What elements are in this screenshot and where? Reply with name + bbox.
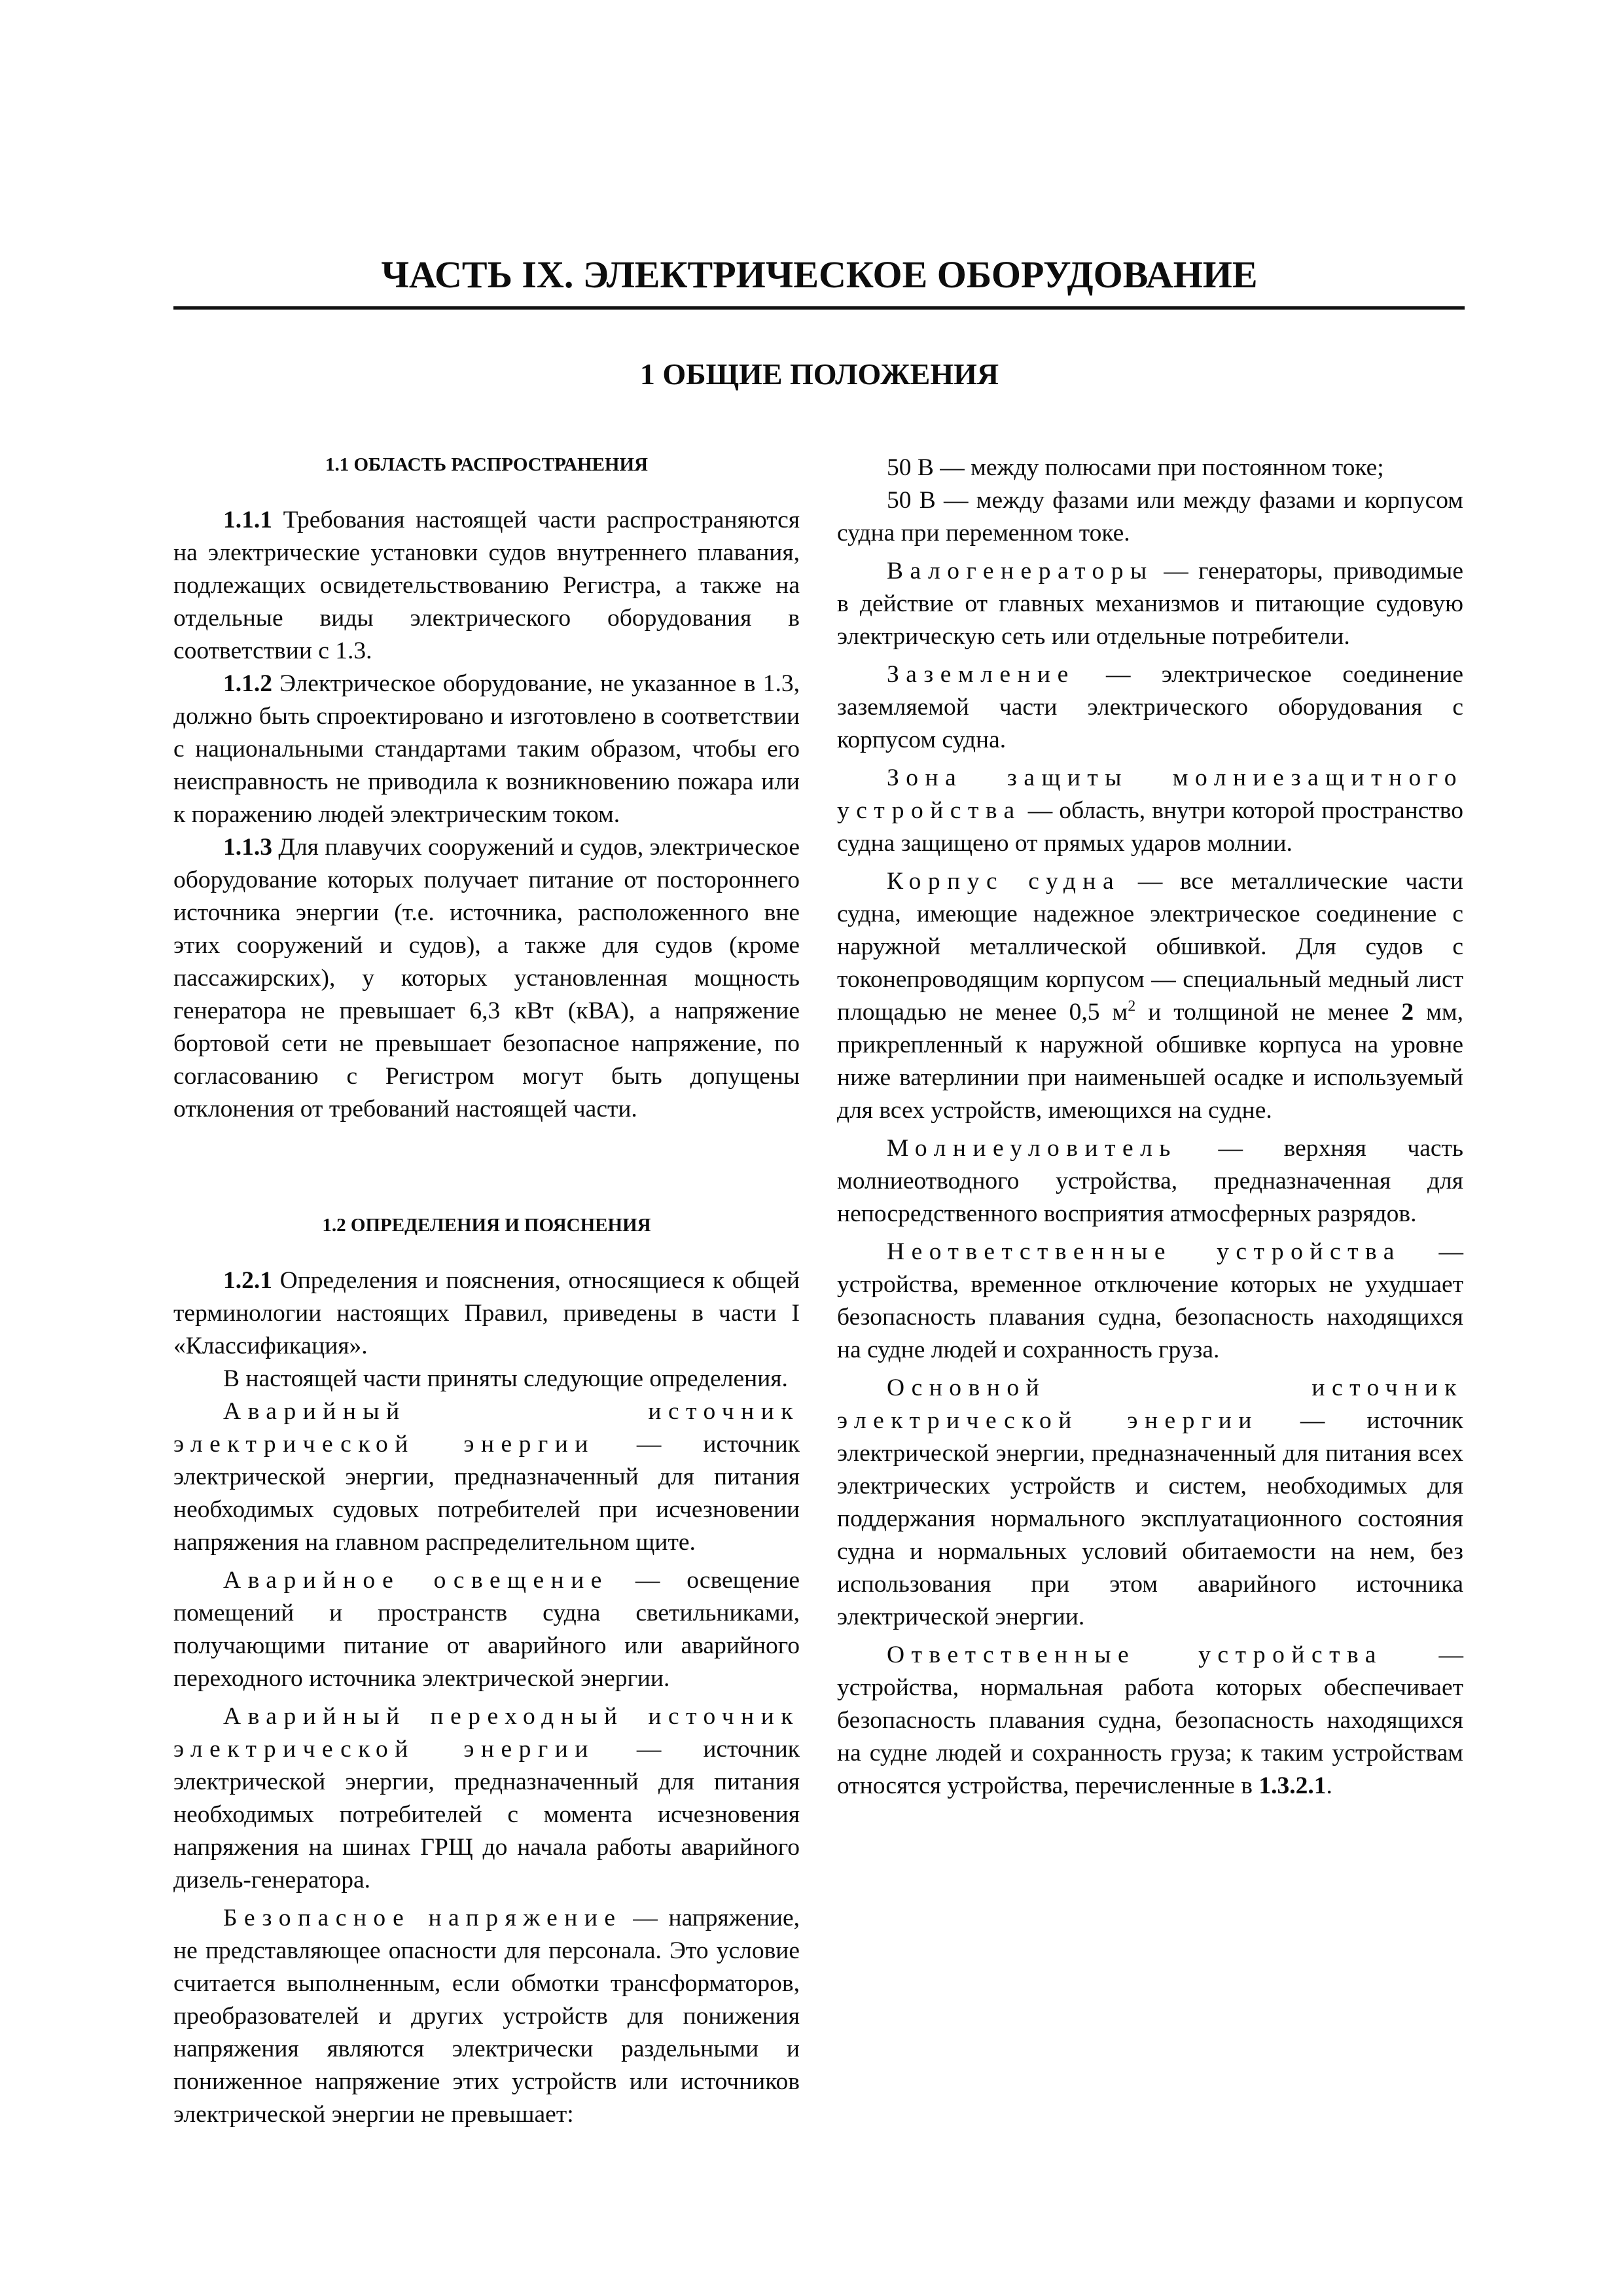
- clause-text: Требования настоящей части распространяются на электрические установки судов внутреннего плавания, подлежащих освидетельствованию Регистра, а также на отдельные виды электрического оборудования в соответствии с 1.3.: [173, 507, 800, 664]
- definition-text: и толщиной не менее: [1135, 999, 1402, 1026]
- definition-earthing: [837, 658, 1463, 757]
- definition-term: Безопасное напряжение: [223, 1905, 622, 1931]
- definition-term: Основной источник электрической энергии: [837, 1374, 1463, 1434]
- definition-term: Заземление: [887, 661, 1075, 688]
- definition-text: — все металлические части судна, имеющие надежное электрическое соединение с наружной металлической обшивкой. Для судов с токонепроводящим корпусом — специальный медный лист площадью не менее 0,5 м: [837, 868, 1463, 1026]
- section-title: 1 ОБЩИЕ ПОЛОЖЕНИЯ: [639, 357, 999, 391]
- definition-text: — устройства, нормальная работа которых обеспечивает безопасность плавания судна, безопасность находящихся на судне людей и сохранность груза; к таким устройствам относятся устройства, перечисленные в: [837, 1641, 1463, 1799]
- definition-term: Неответственные устройства: [887, 1238, 1401, 1265]
- subsection-heading-1-2: 1.2 ОПРЕДЕЛЕНИЯ И ПОЯСНЕНИЯ: [322, 1215, 651, 1236]
- voltage-limit-ac: 50 В — между фазами или между фазами и корпусом судна при переменном токе.: [837, 487, 1463, 547]
- definition-term: Молниеуловитель: [887, 1135, 1177, 1162]
- definition-ship-hull: [837, 865, 1463, 1127]
- definition-text: мм, прикрепленный к наружной обшивке корпуса на уровне ниже ватерлинии при наименьшей осадке и используемый для всех устройств, имеющихся на судне.: [837, 999, 1463, 1124]
- definition-non-essential: [837, 1236, 1463, 1367]
- definition-term: Аварийный источник электрической энергии: [173, 1398, 800, 1458]
- definition-term: Аварийный переходный источник электрической энергии: [173, 1703, 800, 1763]
- voltage-limit-dc: 50 В — между полюсами при постоянном токе;: [887, 454, 1384, 481]
- definitions-intro: В настоящей части приняты следующие определения.: [223, 1365, 788, 1392]
- clause-text: Определения и пояснения, относящиеся к общей терминологии настоящих Правил, приведены в части I «Классификация».: [173, 1267, 800, 1359]
- bold-value: 2: [1401, 999, 1414, 1026]
- definition-term: Валогенераторы: [887, 558, 1154, 584]
- definition-text: — напряжение, не представляющее опасности для персонала. Это условие считается выполненным, если обмотки трансформаторов, преобразователей и других устройств для понижения напряжения являются электрически раздельными и пониженное напряжение этих устройств или источников электрической энергии не превышает:: [173, 1905, 800, 2128]
- superscript: 2: [1128, 997, 1136, 1015]
- left-column: [173, 452, 800, 2131]
- definition-emergency-source: [173, 1395, 800, 1559]
- definition-text: — электрическое соединение заземляемой части электрического оборудования с корпусом судна.: [837, 661, 1464, 753]
- definition-text: — источник электрической энергии, предназначенный для питания всех электрических устройств и систем, необходимых для поддержания нормального эксплуатационного состояния судна и нормальных условий обитаемости на нем, без использования при этом аварийного источника электрической энергии.: [837, 1407, 1463, 1630]
- definition-term: Аварийное освещение: [223, 1567, 609, 1594]
- title-divider: [173, 306, 1465, 310]
- clause-number: 1.1.3: [223, 834, 272, 861]
- definition-text: — устройства, временное отключение которых не ухудшает безопасность плавания судна, безопасность находящихся на судне людей и сохранность груза.: [837, 1238, 1463, 1363]
- clause-number: 1.1.1: [223, 507, 272, 533]
- definition-text: — верхняя часть молниеотводного устройства, предназначенная для непосредственного восприятия атмосферных разрядов.: [837, 1135, 1463, 1227]
- cross-reference: 1.3.2.1: [1258, 1772, 1327, 1799]
- definition-text: .: [1326, 1772, 1332, 1799]
- clause-number: 1.1.2: [223, 670, 272, 697]
- definition-safe-voltage: [173, 1902, 800, 2131]
- definition-emergency-lighting: [173, 1564, 800, 1695]
- definition-main-source: [837, 1372, 1463, 1634]
- definition-lightning-zone: [837, 762, 1463, 860]
- definition-text: — источник электрической энергии, предназначенный для питания необходимых потребителей с момента исчезновения напряжения на шинах ГРЩ до начала работы аварийного дизель-генератора.: [173, 1736, 800, 1893]
- definition-text: — генераторы, приводимые в действие от главных механизмов и питающие судовую электрическую сеть или отдельные потребители.: [837, 558, 1464, 650]
- right-column: [837, 452, 1463, 1803]
- subsection-heading-1-1: 1.1 ОБЛАСТЬ РАСПРОСТРАНЕНИЯ: [325, 454, 648, 475]
- clause-text: Для плавучих сооружений и судов, электрическое оборудование которых получает питание от постороннего источника энергии (т.е. источника, расположенного вне этих сооружений и судов), а также для судов (кроме пассажирских), у которых установленная мощность генератора не превышает 6,3 кВт (кВА), а напряжение бортовой сети не превышает безопасное напряжение, по согласованию с Регистром могут быть допущены отклонения от требований настоящей части.: [173, 834, 800, 1122]
- part-title: ЧАСТЬ IX. ЭЛЕКТРИЧЕСКОЕ ОБОРУДОВАНИЕ: [381, 253, 1258, 296]
- definition-shaft-generators: [837, 555, 1463, 653]
- definition-text: — источник электрической энергии, предназначенный для питания необходимых судовых потребителей при исчезновении напряжения на главном распределительном щите.: [173, 1431, 800, 1556]
- definition-text: — область, внутри которой пространство судна защищено от прямых ударов молнии.: [837, 797, 1464, 857]
- definition-essential: [837, 1639, 1463, 1803]
- definition-lightning-rod: [837, 1132, 1463, 1230]
- clause-text: Электрическое оборудование, не указанное в 1.3, должно быть спроектировано и изготовлено в соответствии с национальными стандартами таким образом, чтобы его неисправность не приводила к возникновению пожара или к поражению людей электрическим током.: [173, 670, 800, 828]
- paragraph-1-1-3: [173, 831, 800, 1126]
- definition-transitional-source: [173, 1700, 800, 1897]
- definition-term: Зона защиты молниезащитного устройства: [837, 764, 1463, 824]
- definition-text: — освещение помещений и пространств судна светильниками, получающими питание от аварийного или аварийного переходного источника электрической энергии.: [173, 1567, 800, 1692]
- definition-term: Ответственные устройства: [887, 1641, 1383, 1668]
- paragraph-1-2-1: [173, 1265, 800, 1363]
- paragraph-1-1-2: [173, 668, 800, 831]
- definition-term: Корпус судна: [887, 868, 1121, 895]
- clause-number: 1.2.1: [223, 1267, 272, 1294]
- paragraph-1-1-1: [173, 504, 800, 668]
